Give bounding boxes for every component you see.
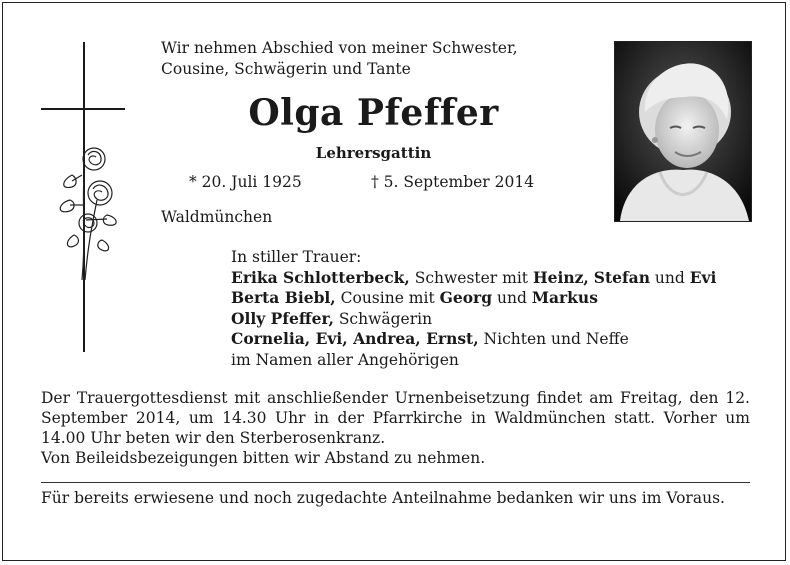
mourner-line-3 <box>231 309 716 330</box>
deceased-occupation: Lehrersgattin <box>315 144 432 162</box>
mourner-name: Georg <box>439 288 493 307</box>
intro-line-1: Wir nehmen Abschied von meiner Schwester, <box>161 39 518 57</box>
mourner-relation: Schwägerin <box>333 309 433 328</box>
mourner-line-2 <box>231 288 716 309</box>
service-info <box>41 388 750 468</box>
mourner-text: und <box>649 268 690 287</box>
condolence-note: Von Beileidsbezeigungen bitten wir Abstand zu nehmen. <box>41 449 486 467</box>
mourners-heading: In stiller Trauer: <box>231 248 362 266</box>
service-text: Der Trauergottesdienst mit anschließender Urnenbeisetzung findet am Freitag, den 12. September 2014, um 14.30 Uhr in der Pfarrkirche in Waldmünchen statt. Vorher um 14.00 Uhr beten wir den Sterberosenkranz. <box>41 389 750 447</box>
mourner-name: Berta Biebl, <box>231 288 336 307</box>
mourner-name: Cornelia, Evi, Andrea, Ernst, <box>231 329 479 348</box>
death-date: † 5. September 2014 <box>371 173 535 191</box>
cross-bar <box>41 108 125 110</box>
divider <box>41 482 750 483</box>
mourner-line-5: im Namen aller Angehörigen <box>231 350 459 369</box>
mourner-name: Evi <box>689 267 717 287</box>
mourner-relation: Cousine mit <box>335 289 440 307</box>
mourner-name: Stefan <box>593 267 650 287</box>
mourner-relation: Schwester mit <box>409 268 533 287</box>
mourner-name: Olly Pfeffer, <box>231 308 334 328</box>
mourners-block <box>231 247 716 370</box>
mourner-line-4 <box>231 329 716 350</box>
mourner-line-1 <box>231 268 716 289</box>
deceased-name: Olga Pfeffer <box>248 92 499 134</box>
mourner-text: und <box>492 289 532 307</box>
intro-text <box>161 38 518 80</box>
roses-icon <box>52 145 127 285</box>
mourner-name: Erika Schlotterbeck, <box>231 267 410 287</box>
thanks-text: Für bereits erwiesene und noch zugedachte Anteilnahme bedanken wir uns im Voraus. <box>41 489 725 507</box>
mourner-name: Markus <box>531 288 598 307</box>
birth-date: * 20. Juli 1925 <box>189 173 302 191</box>
mourner-relation: Nichten und Neffe <box>478 330 629 348</box>
portrait-photo <box>614 41 752 222</box>
mourner-name: Heinz, <box>532 267 589 287</box>
place: Waldmünchen <box>161 208 273 226</box>
intro-line-2: Cousine, Schwägerin und Tante <box>161 60 411 78</box>
